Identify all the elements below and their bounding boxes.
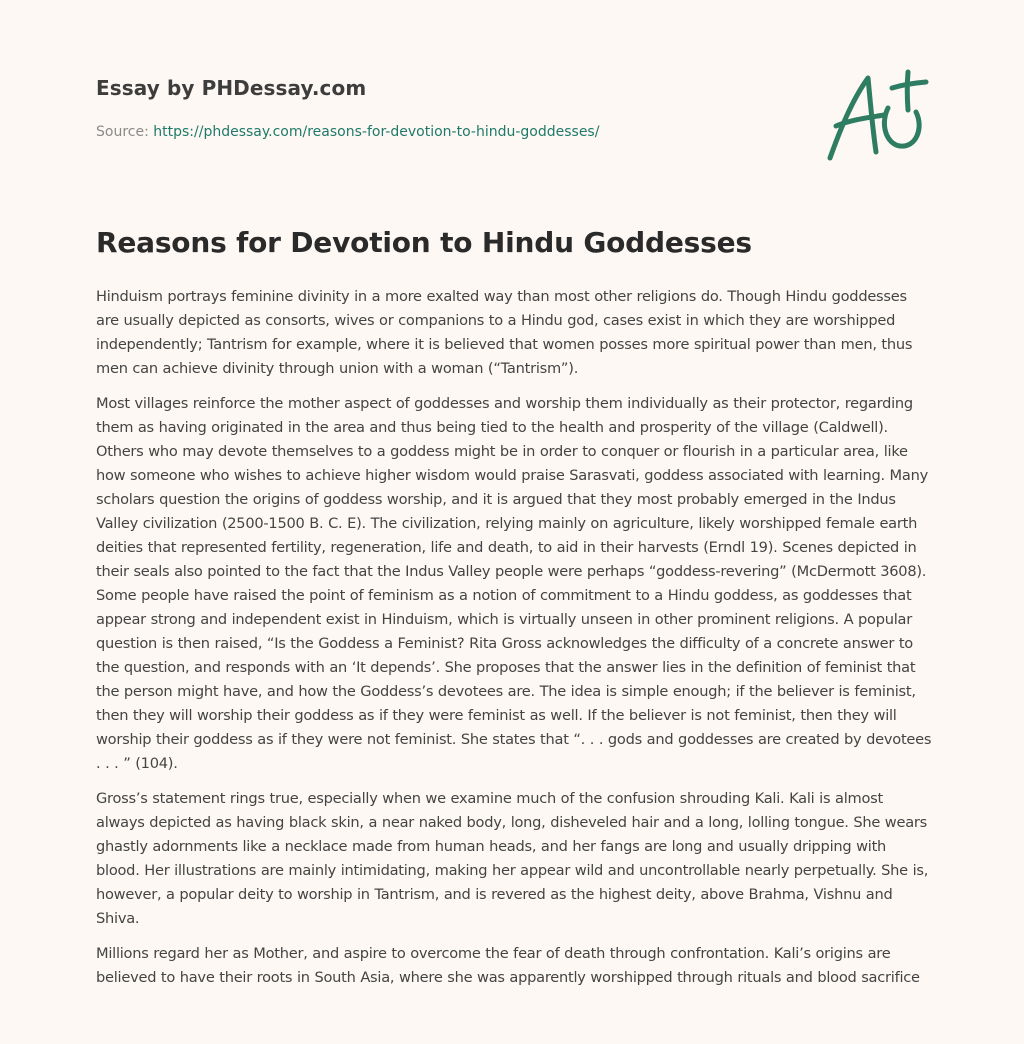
essay-paragraph: Millions regard her as Mother, and aspire to overcome the fear of death through confrontation. Kali’s origins are believed to have their roots in South Asia, where she was apparently worshipped through rituals and blood sacrifice <box>96 945 920 986</box>
essay-paragraph: Gross’s statement rings true, especially when we examine much of the confusion shrouding Kali. Kali is almost always depicted as having black skin, a near naked body, long, disheveled hair and a long, lolling tongue. She wears ghastly adornments like a necklace made from human heads, and her fangs are long and usually dripping with blood. Her illustrations are mainly intimidating, making her appear wild and uncontrollable nearly perpetually. She is, however, a popular deity to worship in Tantrism, and is revered as the highest deity, above Brahma, Vishnu and Shiva. <box>96 790 929 927</box>
source-label: Source: <box>96 124 149 140</box>
essay-paragraph: Most villages reinforce the mother aspect of goddesses and worship them individually as their protector, regarding them as having originated in the area and thus being tied to the health and prosperity of the village (Caldwell). Others who may devote themselves to a goddess might be in order to conquer or flourish in a particular area, like how someone who wishes to achieve higher wisdom would praise Sarasvati, goddess associated with learning. Many scholars question the origins of goddess worship, and it is argued that they most probably emerged in the Indus Valley civilization (2500-1500 B. C. E). The civilization, relying mainly on agriculture, likely worshipped female earth deities that represented fertility, regeneration, life and death, to aid in their harvests (Erndl 19). Scenes depicted in their seals also pointed to the fact that the Indus Valley people were perhaps “goddess-revering” (McDermott 3608). Some people have raised the point of feminism as a notion of commitment to a Hindu goddess, as goddesses that appear strong and independent exist in Hinduism, which is virtually unseen in other prominent religions. A popular question is then raised, “Is the Goddess a Feminist? Rita Gross acknowledges the difficulty of a concrete answer to the question, and responds with an ‘It depends’. She proposes that the answer lies in the definition of feminist that the person might have, and how the Goddess’s devotees are. The idea is simple enough; if the believer is feminist, then they will worship their goddess as if they were feminist as well. If the believer is not feminist, then they will worship their goddess as if they were not feminist. She states that “. . . gods and goddesses are created by devotees . . . ” (104). <box>96 395 932 772</box>
source-line <box>96 124 599 140</box>
essay-paragraph: Hinduism portrays feminine divinity in a more exalted way than most other religions do. Though Hindu goddesses are usually depicted as consorts, wives or companions to a Hindu god, cases exist in which they are worshipped independently; Tantrism for example, where it is believed that women posses more spiritual power than men, thus men can achieve divinity through union with a woman (“Tantrism”). <box>96 288 913 377</box>
essay-body <box>96 285 932 1001</box>
a-plus-grade-logo-icon <box>826 68 930 164</box>
essay-title: Reasons for Devotion to Hindu Goddesses <box>96 226 752 259</box>
site-title: Essay by PHDessay.com <box>96 76 367 100</box>
source-link[interactable]: https://phdessay.com/reasons-for-devotion-to-hindu-goddesses/ <box>153 124 600 140</box>
